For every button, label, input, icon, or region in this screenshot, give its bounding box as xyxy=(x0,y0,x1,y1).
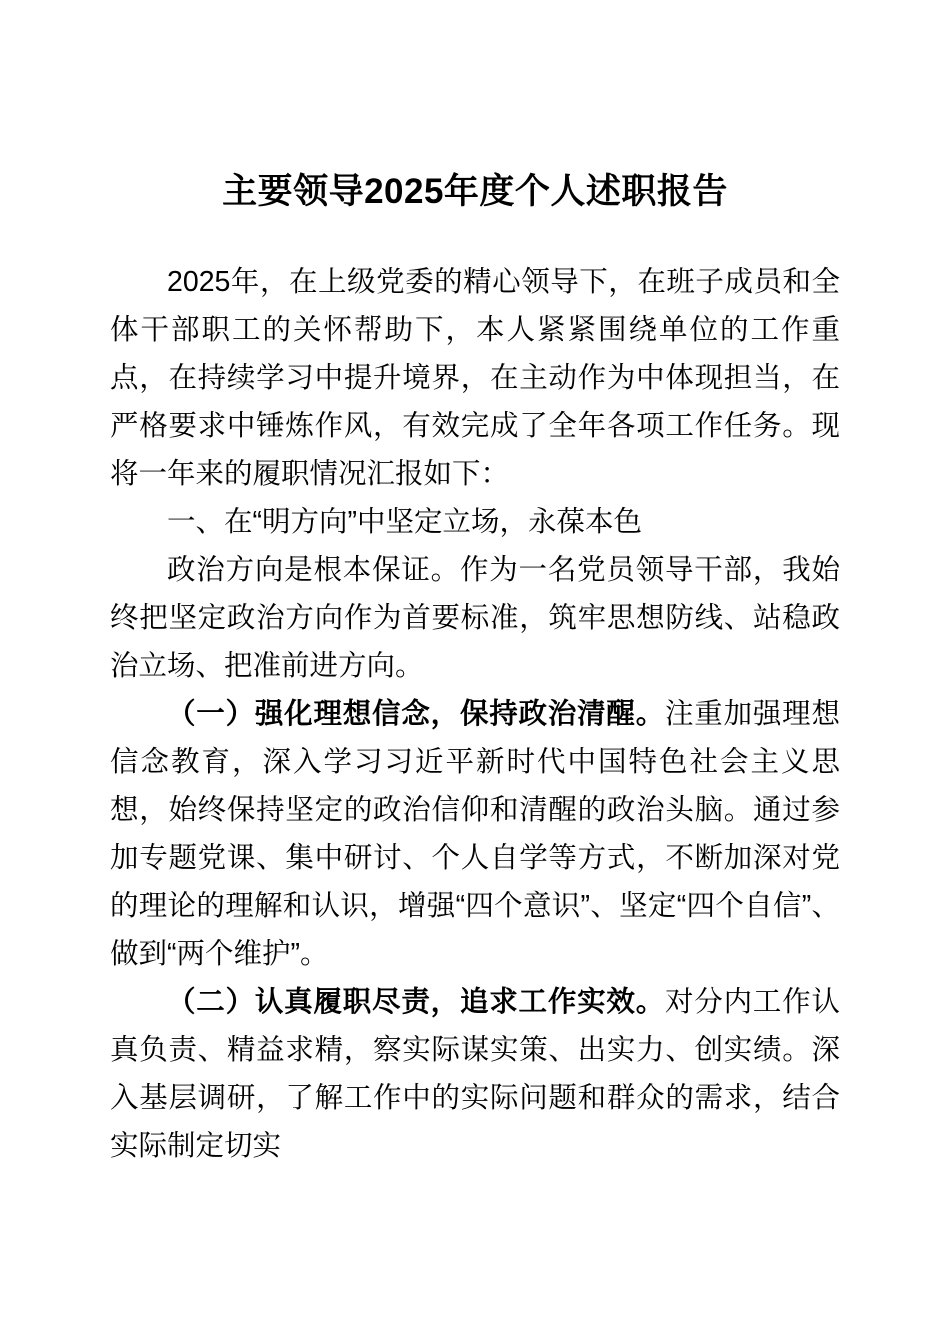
paragraph-section-one-intro: 政治方向是根本保证。作为一名党员领导干部，我始终把坚定政治方向作为首要标准，筑牢思想防线、站稳政治立场、把准前进方向。 xyxy=(110,554,840,682)
document-body xyxy=(110,0,840,1170)
section-heading-one: 一、在“明方向”中坚定立场，永葆本色 xyxy=(167,506,642,538)
paragraph-item-two xyxy=(110,978,840,1170)
item-two-body: 对分内工作认真负责、精益求精，察实际谋实策、出实力、创实绩。深入基层调研，了解工作中的实际问题和群众的需求，结合实际制定切实 xyxy=(110,986,840,1162)
paragraph-intro: 2025年，在上级党委的精心领导下，在班子成员和全体干部职工的关怀帮助下，本人紧紧围绕单位的工作重点，在持续学习中提升境界，在主动作为中体现担当，在严格要求中锤炼作风，有效完成了全年各项工作任务。现将一年来的履职情况汇报如下： xyxy=(110,266,840,490)
item-one-lead: （一）强化理想信念，保持政治清醒。 xyxy=(167,698,665,730)
page-title: 主要领导2025年度个人述职报告 xyxy=(222,172,728,211)
item-two-lead: （二）认真履职尽责，追求工作实效。 xyxy=(167,986,665,1018)
paragraph-item-one xyxy=(110,690,840,978)
item-one-body: 注重加强理想信念教育，深入学习习近平新时代中国特色社会主义思想，始终保持坚定的政治信仰和清醒的政治头脑。通过参加专题党课、集中研讨、个人自学等方式，不断加深对党的理论的理解和认识，增强“四个意识”、坚定“四个自信”、做到“两个维护”。 xyxy=(110,698,840,970)
title-spacer xyxy=(110,216,840,258)
